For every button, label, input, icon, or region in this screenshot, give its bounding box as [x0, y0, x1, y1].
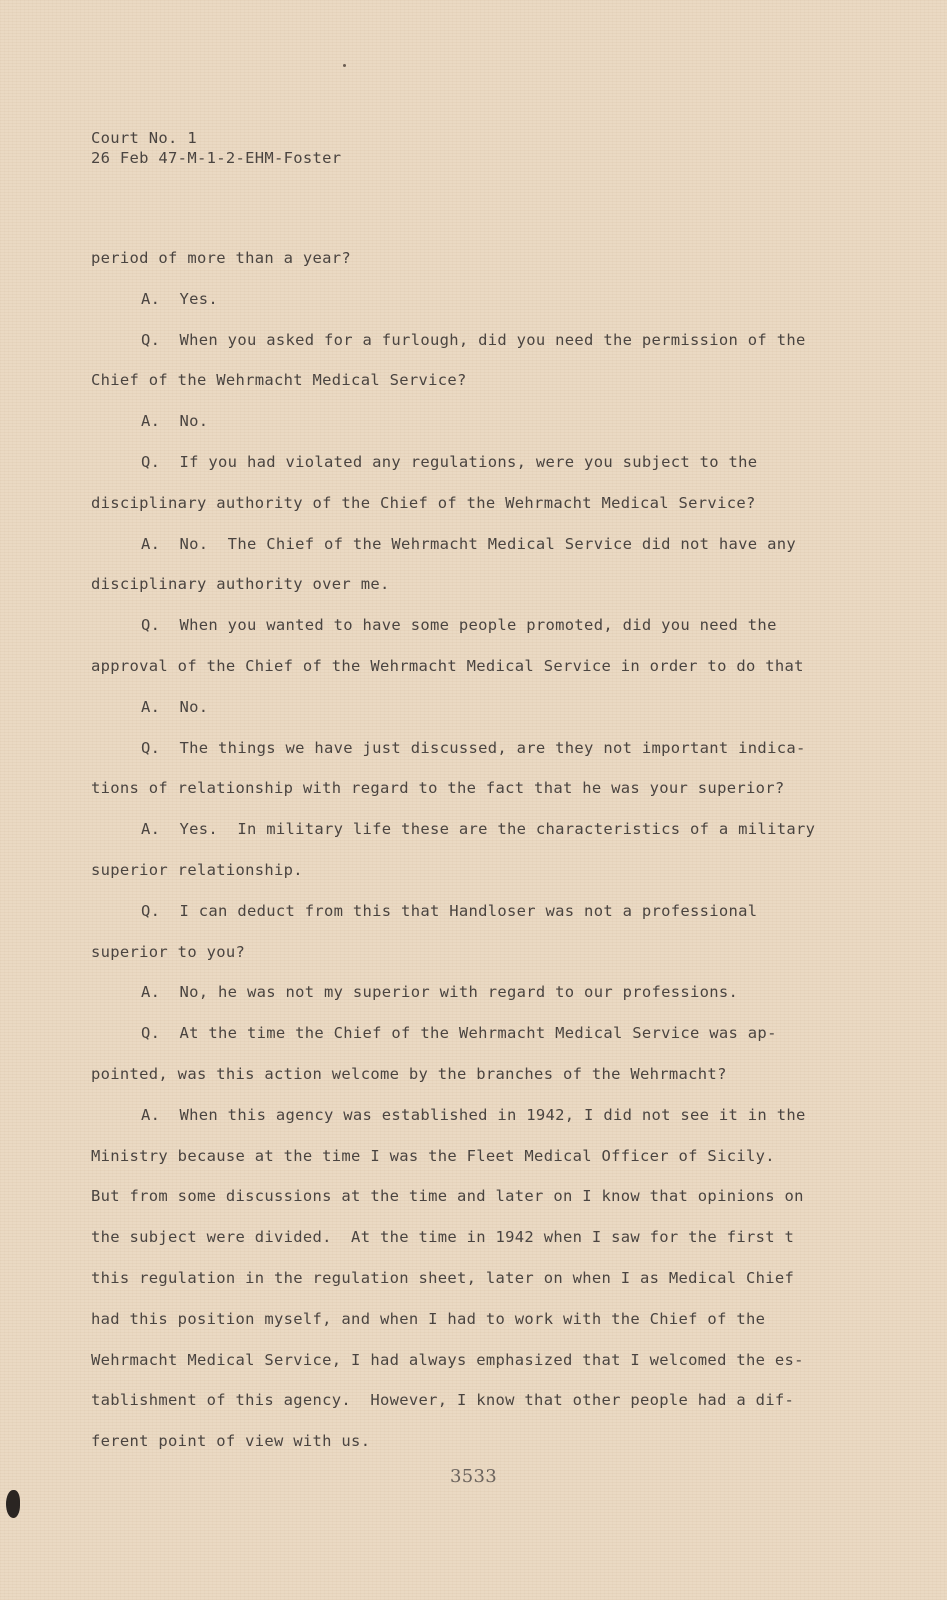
transcript-line: Q. When you wanted to have some people promoted, did you need the [141, 616, 777, 635]
transcript-line: approval of the Chief of the Wehrmacht Medical Service in order to do that [91, 656, 804, 675]
transcript-line: A. No. [141, 697, 209, 716]
transcript-line: But from some discussions at the time and later on I know that opinions on [91, 1187, 804, 1206]
page-number: 3533 [449, 1466, 497, 1487]
paper-speck [343, 64, 346, 67]
transcript-line: A. Yes. [141, 289, 219, 308]
header-session-code: 26 Feb 47-M-1-2-EHM-Foster [91, 149, 342, 167]
transcript-line: A. No. [141, 412, 209, 431]
transcript-line: A. No. The Chief of the Wehrmacht Medical Service did not have any [141, 534, 796, 553]
transcript-line: Q. If you had violated any regulations, were you subject to the [141, 452, 758, 471]
transcript-line: disciplinary authority over me. [91, 575, 390, 594]
transcript-line: Wehrmacht Medical Service, I had always emphasized that I welcomed the es- [91, 1350, 804, 1369]
transcript-line: A. No, he was not my superior with regard to our professions. [141, 983, 739, 1002]
document-header [91, 128, 341, 168]
transcript-line: this regulation in the regulation sheet, later on when I as Medical Chief [91, 1268, 795, 1287]
transcript-line: superior relationship. [91, 860, 303, 879]
transcript-line: tablishment of this agency. However, I know that other people had a dif- [91, 1391, 795, 1410]
transcript-body [91, 248, 851, 1472]
transcript-line: disciplinary authority of the Chief of the Wehrmacht Medical Service? [91, 493, 756, 512]
transcript-line: the subject were divided. At the time in 1942 when I saw for the first t [91, 1228, 795, 1247]
transcript-line: A. Yes. In military life these are the characteristics of a military [141, 820, 816, 839]
transcript-line: had this position myself, and when I had to work with the Chief of the [91, 1309, 766, 1328]
transcript-line: pointed, was this action welcome by the branches of the Wehrmacht? [91, 1064, 727, 1083]
transcript-line: Q. I can deduct from this that Handloser was not a professional [141, 901, 758, 920]
transcript-line: Q. When you asked for a furlough, did you need the permission of the [141, 330, 806, 349]
transcript-line: Q. The things we have just discussed, are they not important indica- [141, 738, 806, 757]
transcript-line: ferent point of view with us. [91, 1432, 371, 1451]
transcript-line: Ministry because at the time I was the Fleet Medical Officer of Sicily. [91, 1146, 775, 1165]
binder-hole-mark [6, 1490, 20, 1518]
header-court-number: Court No. 1 [91, 129, 197, 147]
transcript-line: superior to you? [91, 942, 246, 961]
transcript-line: tions of relationship with regard to the fact that he was your superior? [91, 779, 785, 798]
transcript-line: Chief of the Wehrmacht Medical Service? [91, 371, 467, 390]
transcript-line: Q. At the time the Chief of the Wehrmacht Medical Service was ap- [141, 1024, 777, 1043]
transcript-line: A. When this agency was established in 1942, I did not see it in the [141, 1105, 806, 1124]
transcript-line: period of more than a year? [91, 249, 352, 267]
